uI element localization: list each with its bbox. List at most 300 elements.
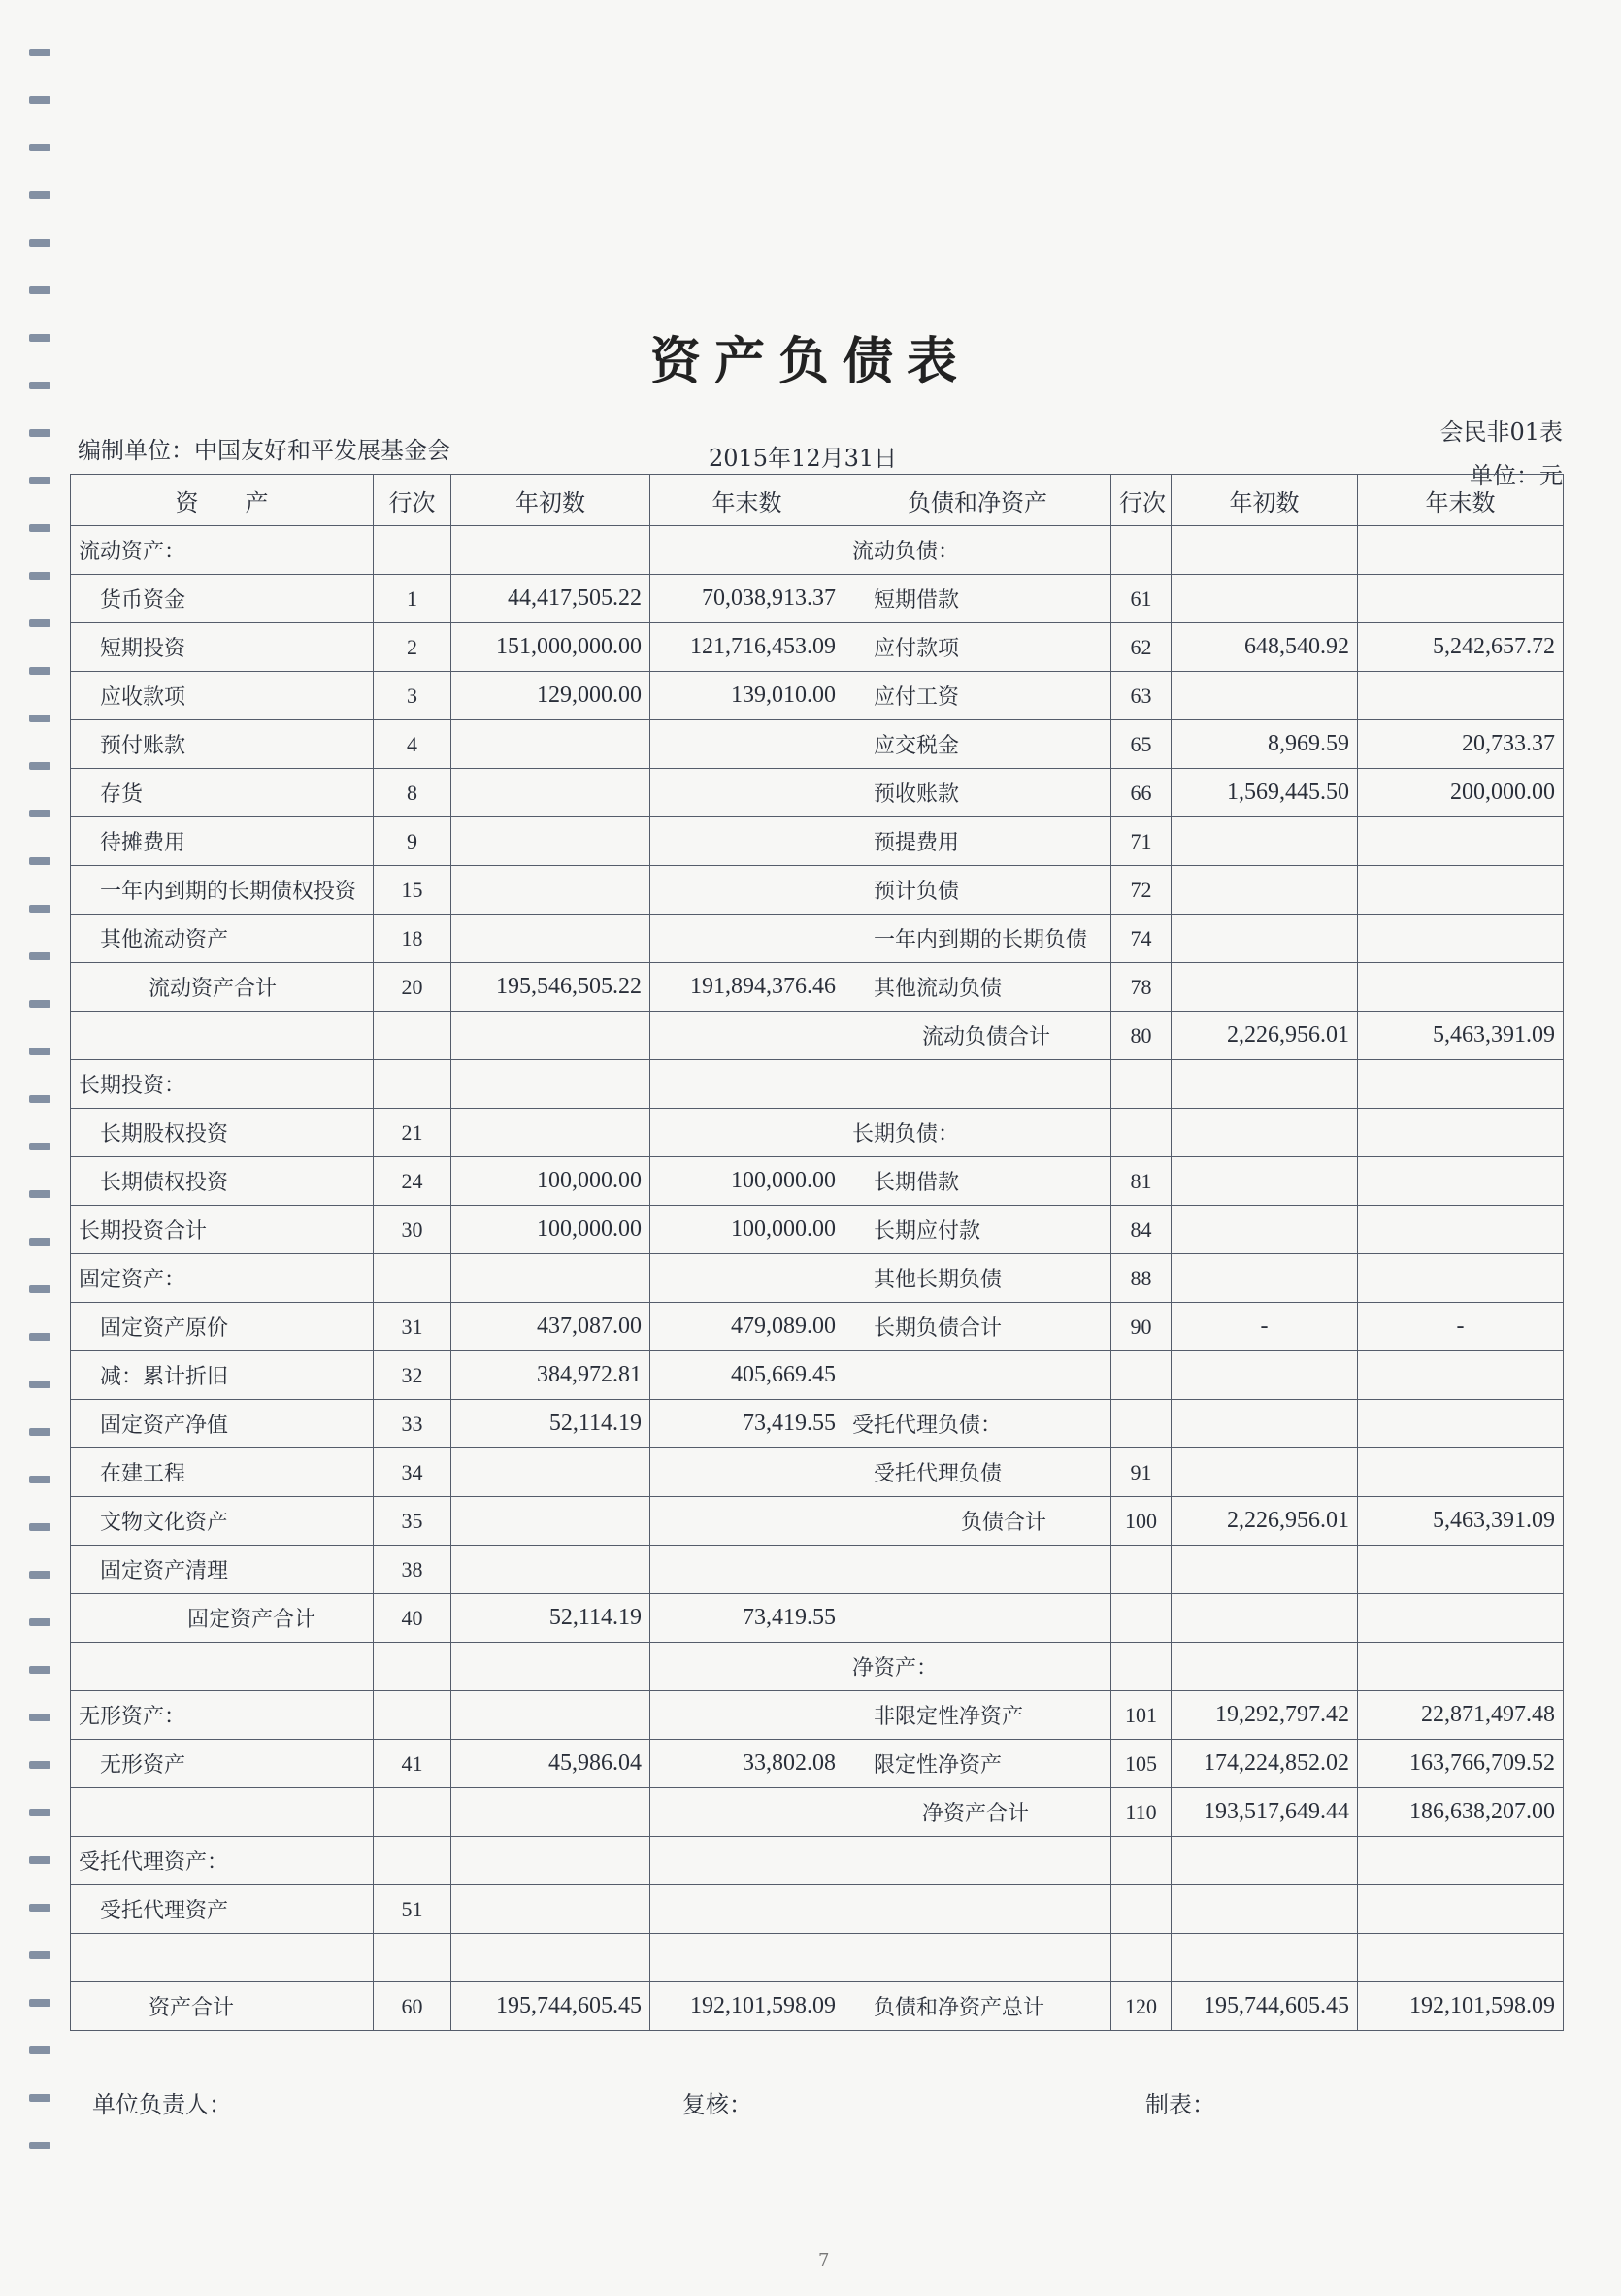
liability-item: 负债合计 xyxy=(844,1497,1111,1546)
binding-mark xyxy=(29,715,50,722)
liability-item xyxy=(844,1351,1111,1400)
binding-mark xyxy=(29,810,50,817)
asset-line-no: 15 xyxy=(374,866,451,915)
table-row xyxy=(71,575,1564,623)
table-row xyxy=(71,1740,1564,1788)
liability-line-no: 81 xyxy=(1111,1157,1172,1206)
asset-line-no: 1 xyxy=(374,575,451,623)
liability-begin-value xyxy=(1172,1351,1358,1400)
liability-line-no xyxy=(1111,1546,1172,1594)
asset-begin-value xyxy=(451,769,650,817)
asset-line-no: 41 xyxy=(374,1740,451,1788)
col-line: 行次 xyxy=(374,475,451,526)
table-row xyxy=(71,769,1564,817)
liability-item: 应交税金 xyxy=(844,720,1111,769)
liability-end-value xyxy=(1358,672,1564,720)
asset-begin-value: 437,087.00 xyxy=(451,1303,650,1351)
binding-mark xyxy=(29,2142,50,2149)
liability-line-no: 62 xyxy=(1111,623,1172,672)
asset-end-value: 139,010.00 xyxy=(650,672,844,720)
liability-line-no: 80 xyxy=(1111,1012,1172,1060)
asset-line-no xyxy=(374,1012,451,1060)
liability-line-no xyxy=(1111,1934,1172,1982)
liability-item xyxy=(844,1060,1111,1109)
liability-line-no: 71 xyxy=(1111,817,1172,866)
liability-item xyxy=(844,1837,1111,1885)
asset-begin-value: 129,000.00 xyxy=(451,672,650,720)
binding-mark xyxy=(29,524,50,532)
liability-item: 预提费用 xyxy=(844,817,1111,866)
liability-item: 长期负债合计 xyxy=(844,1303,1111,1351)
liability-item: 预计负债 xyxy=(844,866,1111,915)
asset-line-no: 32 xyxy=(374,1351,451,1400)
asset-end-value xyxy=(650,1012,844,1060)
liability-item: 应付款项 xyxy=(844,623,1111,672)
asset-end-value xyxy=(650,1060,844,1109)
liability-line-no xyxy=(1111,1060,1172,1109)
asset-end-value xyxy=(650,866,844,915)
table-row xyxy=(71,915,1564,963)
liability-end-value xyxy=(1358,963,1564,1012)
asset-end-value xyxy=(650,1885,844,1934)
asset-begin-value xyxy=(451,817,650,866)
col-begin: 年初数 xyxy=(451,475,650,526)
table-row xyxy=(71,1594,1564,1643)
asset-begin-value xyxy=(451,866,650,915)
liability-line-no: 78 xyxy=(1111,963,1172,1012)
liability-item: 一年内到期的长期负债 xyxy=(844,915,1111,963)
table-row xyxy=(71,1254,1564,1303)
liability-begin-value: 2,226,956.01 xyxy=(1172,1497,1358,1546)
asset-begin-value xyxy=(451,1546,650,1594)
asset-begin-value xyxy=(451,1788,650,1837)
binding-mark xyxy=(29,905,50,913)
binding-mark xyxy=(29,1095,50,1103)
asset-item: 待摊费用 xyxy=(71,817,374,866)
currency-unit: 单位：元 xyxy=(1470,462,1563,489)
liability-item: 应付工资 xyxy=(844,672,1111,720)
asset-end-value xyxy=(650,1448,844,1497)
liability-begin-value xyxy=(1172,1400,1358,1448)
asset-end-value xyxy=(650,1254,844,1303)
liability-item: 其他流动负债 xyxy=(844,963,1111,1012)
liability-item: 长期应付款 xyxy=(844,1206,1111,1254)
table-row xyxy=(71,1837,1564,1885)
asset-end-value xyxy=(650,1546,844,1594)
liability-end-value xyxy=(1358,1157,1564,1206)
liability-end-value xyxy=(1358,866,1564,915)
binding-mark xyxy=(29,429,50,437)
table-row xyxy=(71,1060,1564,1109)
liability-item: 其他长期负债 xyxy=(844,1254,1111,1303)
liability-begin-value: 195,744,605.45 xyxy=(1172,1982,1358,2031)
liability-begin-value xyxy=(1172,1206,1358,1254)
liability-line-no: 74 xyxy=(1111,915,1172,963)
table-row xyxy=(71,1934,1564,1982)
asset-end-value: 405,669.45 xyxy=(650,1351,844,1400)
liability-item: 限定性净资产 xyxy=(844,1740,1111,1788)
col-end-2: 年末数 xyxy=(1358,475,1564,526)
col-line-2: 行次 xyxy=(1111,475,1172,526)
binding-mark xyxy=(29,667,50,675)
asset-line-no xyxy=(374,1060,451,1109)
footer-review: 复核： xyxy=(682,2091,752,2118)
liability-line-no xyxy=(1111,1400,1172,1448)
asset-end-value xyxy=(650,915,844,963)
asset-line-no: 34 xyxy=(374,1448,451,1497)
footer-person: 单位负责人： xyxy=(92,2091,232,2118)
liability-line-no: 72 xyxy=(1111,866,1172,915)
asset-item: 货币资金 xyxy=(71,575,374,623)
asset-item: 固定资产净值 xyxy=(71,1400,374,1448)
liability-item xyxy=(844,1546,1111,1594)
asset-item xyxy=(71,1643,374,1691)
asset-line-no xyxy=(374,1788,451,1837)
asset-begin-value: 45,986.04 xyxy=(451,1740,650,1788)
table-row xyxy=(71,1157,1564,1206)
binding-mark xyxy=(29,1714,50,1721)
asset-item: 长期债权投资 xyxy=(71,1157,374,1206)
liability-begin-value xyxy=(1172,817,1358,866)
binding-mark xyxy=(29,1571,50,1579)
page-mark: 7 xyxy=(818,2250,830,2271)
liability-line-no: 105 xyxy=(1111,1740,1172,1788)
liability-line-no: 84 xyxy=(1111,1206,1172,1254)
liability-end-value xyxy=(1358,1643,1564,1691)
binding-mark xyxy=(29,239,50,247)
liability-end-value xyxy=(1358,1206,1564,1254)
asset-begin-value: 44,417,505.22 xyxy=(451,575,650,623)
liability-end-value: - xyxy=(1358,1303,1564,1351)
asset-line-no: 4 xyxy=(374,720,451,769)
asset-line-no xyxy=(374,1837,451,1885)
table-row xyxy=(71,1206,1564,1254)
asset-item: 固定资产合计 xyxy=(71,1594,374,1643)
liability-begin-value xyxy=(1172,526,1358,575)
liability-line-no: 101 xyxy=(1111,1691,1172,1740)
report-date: 2015年12月31日 xyxy=(709,445,898,472)
asset-line-no: 20 xyxy=(374,963,451,1012)
binding-mark xyxy=(29,619,50,627)
asset-line-no: 9 xyxy=(374,817,451,866)
asset-begin-value xyxy=(451,1254,650,1303)
table-row xyxy=(71,1448,1564,1497)
liability-begin-value xyxy=(1172,1594,1358,1643)
asset-begin-value xyxy=(451,1012,650,1060)
liability-end-value xyxy=(1358,1885,1564,1934)
asset-line-no: 21 xyxy=(374,1109,451,1157)
table-row xyxy=(71,1982,1564,2031)
table-row xyxy=(71,526,1564,575)
binding-mark xyxy=(29,1999,50,2007)
asset-end-value: 100,000.00 xyxy=(650,1206,844,1254)
asset-line-no: 33 xyxy=(374,1400,451,1448)
table-row xyxy=(71,1303,1564,1351)
binding-mark xyxy=(29,477,50,484)
asset-end-value xyxy=(650,1934,844,1982)
liability-end-value xyxy=(1358,1837,1564,1885)
binding-mark xyxy=(29,191,50,199)
binding-mark xyxy=(29,2046,50,2054)
binding-mark xyxy=(29,952,50,960)
asset-line-no xyxy=(374,526,451,575)
asset-item xyxy=(71,1934,374,1982)
asset-end-value: 100,000.00 xyxy=(650,1157,844,1206)
page-title: 资产负债表 xyxy=(649,332,971,391)
liability-end-value xyxy=(1358,1351,1564,1400)
col-end: 年末数 xyxy=(650,475,844,526)
asset-item: 流动资产合计 xyxy=(71,963,374,1012)
asset-item: 存货 xyxy=(71,769,374,817)
asset-begin-value xyxy=(451,1837,650,1885)
liability-item: 负债和净资产总计 xyxy=(844,1982,1111,2031)
liability-begin-value xyxy=(1172,1060,1358,1109)
asset-item xyxy=(71,1788,374,1837)
liability-line-no xyxy=(1111,526,1172,575)
asset-line-no xyxy=(374,1643,451,1691)
binding-mark xyxy=(29,1618,50,1626)
binding-mark xyxy=(29,1285,50,1293)
asset-end-value: 479,089.00 xyxy=(650,1303,844,1351)
binding-mark xyxy=(29,1761,50,1769)
binding-mark xyxy=(29,762,50,770)
asset-begin-value xyxy=(451,526,650,575)
asset-item: 长期投资： xyxy=(71,1060,374,1109)
asset-item: 文物文化资产 xyxy=(71,1497,374,1546)
asset-item: 在建工程 xyxy=(71,1448,374,1497)
asset-line-no: 35 xyxy=(374,1497,451,1546)
liability-item: 长期借款 xyxy=(844,1157,1111,1206)
asset-item: 减：累计折旧 xyxy=(71,1351,374,1400)
liability-line-no xyxy=(1111,1837,1172,1885)
binding-mark xyxy=(29,1476,50,1483)
liability-end-value xyxy=(1358,1109,1564,1157)
asset-line-no: 38 xyxy=(374,1546,451,1594)
asset-begin-value: 52,114.19 xyxy=(451,1594,650,1643)
asset-begin-value xyxy=(451,720,650,769)
asset-begin-value: 100,000.00 xyxy=(451,1206,650,1254)
asset-line-no: 18 xyxy=(374,915,451,963)
liability-begin-value: 174,224,852.02 xyxy=(1172,1740,1358,1788)
table-row xyxy=(71,1351,1564,1400)
liability-begin-value: 193,517,649.44 xyxy=(1172,1788,1358,1837)
liability-begin-value xyxy=(1172,963,1358,1012)
asset-end-value xyxy=(650,720,844,769)
asset-line-no: 31 xyxy=(374,1303,451,1351)
binding-mark xyxy=(29,1904,50,1912)
asset-end-value: 73,419.55 xyxy=(650,1400,844,1448)
liability-end-value xyxy=(1358,575,1564,623)
liability-line-no: 61 xyxy=(1111,575,1172,623)
liability-begin-value xyxy=(1172,1934,1358,1982)
form-code: 会民非01表 xyxy=(1439,418,1563,446)
footer-preparer: 制表： xyxy=(1145,2091,1215,2118)
asset-end-value xyxy=(650,1691,844,1740)
asset-begin-value xyxy=(451,1448,650,1497)
liability-begin-value xyxy=(1172,1157,1358,1206)
asset-line-no: 51 xyxy=(374,1885,451,1934)
liability-line-no: 88 xyxy=(1111,1254,1172,1303)
table-row xyxy=(71,1400,1564,1448)
asset-line-no: 24 xyxy=(374,1157,451,1206)
asset-line-no xyxy=(374,1254,451,1303)
asset-end-value xyxy=(650,1109,844,1157)
table-row xyxy=(71,1497,1564,1546)
table-row xyxy=(71,672,1564,720)
table-row xyxy=(71,623,1564,672)
liability-begin-value: 8,969.59 xyxy=(1172,720,1358,769)
liability-line-no: 110 xyxy=(1111,1788,1172,1837)
asset-line-no: 40 xyxy=(374,1594,451,1643)
table-row xyxy=(71,866,1564,915)
binding-mark xyxy=(29,286,50,294)
liability-begin-value: 2,226,956.01 xyxy=(1172,1012,1358,1060)
liability-end-value: 5,242,657.72 xyxy=(1358,623,1564,672)
asset-item: 固定资产： xyxy=(71,1254,374,1303)
liability-line-no: 100 xyxy=(1111,1497,1172,1546)
binding-mark xyxy=(29,1381,50,1388)
liability-end-value xyxy=(1358,1400,1564,1448)
liability-begin-value xyxy=(1172,866,1358,915)
binding-mark xyxy=(29,49,50,56)
asset-item: 资产合计 xyxy=(71,1982,374,2031)
asset-line-no: 2 xyxy=(374,623,451,672)
liability-begin-value xyxy=(1172,672,1358,720)
liability-line-no xyxy=(1111,1643,1172,1691)
binding-mark xyxy=(29,2094,50,2102)
asset-begin-value: 52,114.19 xyxy=(451,1400,650,1448)
binding-mark xyxy=(29,1809,50,1816)
asset-end-value: 70,038,913.37 xyxy=(650,575,844,623)
asset-end-value: 192,101,598.09 xyxy=(650,1982,844,2031)
asset-line-no: 30 xyxy=(374,1206,451,1254)
binding-mark xyxy=(29,1000,50,1008)
asset-begin-value xyxy=(451,1934,650,1982)
liability-item: 预收账款 xyxy=(844,769,1111,817)
asset-line-no xyxy=(374,1691,451,1740)
asset-begin-value: 100,000.00 xyxy=(451,1157,650,1206)
liability-begin-value xyxy=(1172,1885,1358,1934)
binding-mark xyxy=(29,572,50,580)
asset-item: 预付账款 xyxy=(71,720,374,769)
liability-item xyxy=(844,1934,1111,1982)
liability-line-no: 65 xyxy=(1111,720,1172,769)
binding-mark xyxy=(29,857,50,865)
liability-begin-value: 19,292,797.42 xyxy=(1172,1691,1358,1740)
binding-mark xyxy=(29,1666,50,1674)
liability-end-value xyxy=(1358,817,1564,866)
liability-end-value xyxy=(1358,1060,1564,1109)
table-row xyxy=(71,1109,1564,1157)
liability-begin-value: 1,569,445.50 xyxy=(1172,769,1358,817)
binding-mark xyxy=(29,96,50,104)
binding-mark xyxy=(29,1143,50,1150)
liability-item: 流动负债合计 xyxy=(844,1012,1111,1060)
col-liability: 负债和净资产 xyxy=(844,475,1111,526)
asset-item: 应收款项 xyxy=(71,672,374,720)
liability-end-value: 5,463,391.09 xyxy=(1358,1497,1564,1546)
liability-begin-value xyxy=(1172,1109,1358,1157)
table-row xyxy=(71,1788,1564,1837)
asset-begin-value xyxy=(451,1691,650,1740)
liability-begin-value xyxy=(1172,1448,1358,1497)
liability-item: 净资产： xyxy=(844,1643,1111,1691)
asset-item: 长期投资合计 xyxy=(71,1206,374,1254)
liability-line-no: 66 xyxy=(1111,769,1172,817)
asset-item: 固定资产原价 xyxy=(71,1303,374,1351)
liability-begin-value: 648,540.92 xyxy=(1172,623,1358,672)
liability-begin-value: - xyxy=(1172,1303,1358,1351)
liability-end-value: 163,766,709.52 xyxy=(1358,1740,1564,1788)
liability-end-value xyxy=(1358,526,1564,575)
liability-line-no xyxy=(1111,1351,1172,1400)
asset-end-value: 73,419.55 xyxy=(650,1594,844,1643)
liability-item: 受托代理负债： xyxy=(844,1400,1111,1448)
liability-line-no xyxy=(1111,1594,1172,1643)
asset-item: 受托代理资产 xyxy=(71,1885,374,1934)
balance-sheet-table xyxy=(70,474,1564,2031)
binding-mark xyxy=(29,144,50,151)
liability-begin-value xyxy=(1172,1837,1358,1885)
liability-line-no xyxy=(1111,1885,1172,1934)
table-row xyxy=(71,817,1564,866)
binding-mark xyxy=(29,1048,50,1055)
liability-begin-value xyxy=(1172,915,1358,963)
liability-item: 非限定性净资产 xyxy=(844,1691,1111,1740)
asset-end-value: 121,716,453.09 xyxy=(650,623,844,672)
table-row xyxy=(71,1885,1564,1934)
asset-begin-value xyxy=(451,915,650,963)
liability-line-no: 120 xyxy=(1111,1982,1172,2031)
asset-line-no xyxy=(374,1934,451,1982)
liability-begin-value xyxy=(1172,1643,1358,1691)
asset-begin-value xyxy=(451,1497,650,1546)
liability-end-value: 200,000.00 xyxy=(1358,769,1564,817)
binding-mark xyxy=(29,1951,50,1959)
asset-item: 无形资产： xyxy=(71,1691,374,1740)
asset-item: 流动资产： xyxy=(71,526,374,575)
asset-item: 短期投资 xyxy=(71,623,374,672)
asset-line-no: 3 xyxy=(374,672,451,720)
asset-line-no: 60 xyxy=(374,1982,451,2031)
col-begin-2: 年初数 xyxy=(1172,475,1358,526)
liability-end-value xyxy=(1358,1934,1564,1982)
table-row xyxy=(71,1691,1564,1740)
liability-begin-value xyxy=(1172,1254,1358,1303)
liability-end-value xyxy=(1358,1448,1564,1497)
col-asset: 资 产 xyxy=(71,475,374,526)
asset-end-value xyxy=(650,1837,844,1885)
asset-begin-value xyxy=(451,1060,650,1109)
asset-item xyxy=(71,1012,374,1060)
liability-end-value: 186,638,207.00 xyxy=(1358,1788,1564,1837)
binding-mark xyxy=(29,1190,50,1198)
binding-mark xyxy=(29,1333,50,1341)
liability-begin-value xyxy=(1172,575,1358,623)
liability-end-value xyxy=(1358,1546,1564,1594)
liability-line-no: 63 xyxy=(1111,672,1172,720)
binding-mark xyxy=(29,1523,50,1531)
liability-end-value: 5,463,391.09 xyxy=(1358,1012,1564,1060)
asset-item: 受托代理资产： xyxy=(71,1837,374,1885)
asset-end-value xyxy=(650,526,844,575)
asset-end-value xyxy=(650,817,844,866)
asset-item: 固定资产清理 xyxy=(71,1546,374,1594)
liability-begin-value xyxy=(1172,1546,1358,1594)
asset-end-value: 191,894,376.46 xyxy=(650,963,844,1012)
binding-mark xyxy=(29,1856,50,1864)
asset-begin-value: 151,000,000.00 xyxy=(451,623,650,672)
